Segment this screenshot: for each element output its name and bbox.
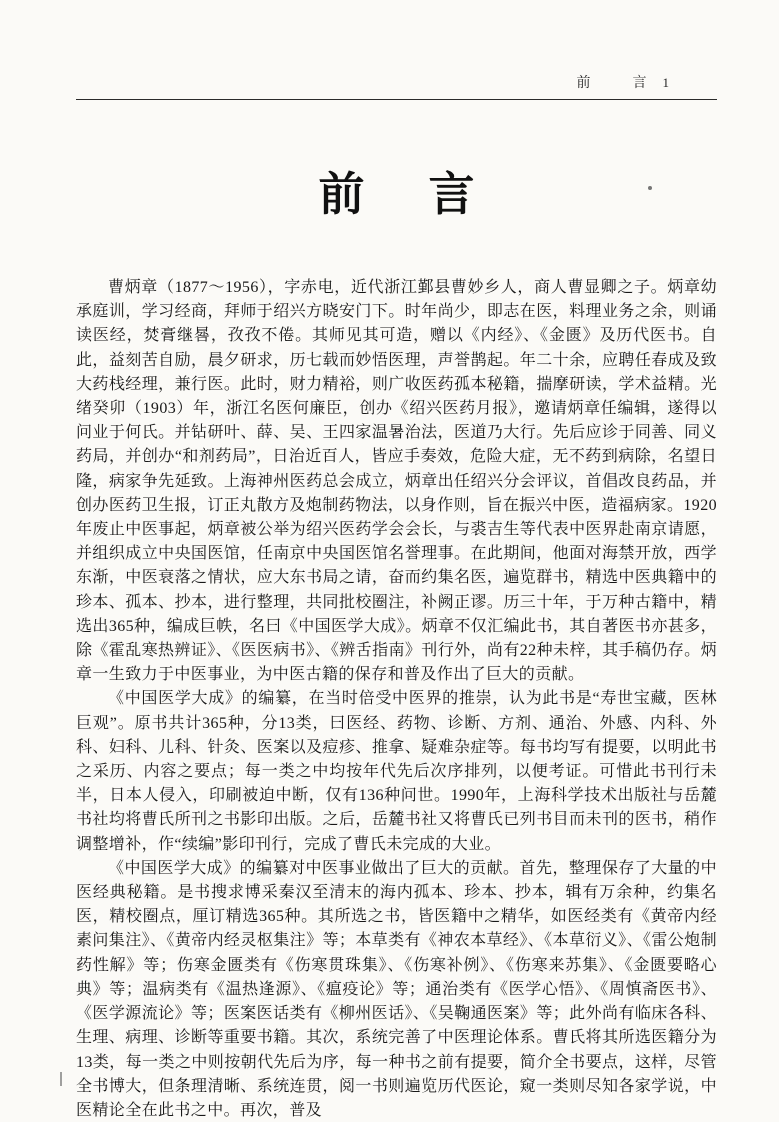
scan-artifact-tick [60,1072,62,1086]
page-number: 1 [662,75,669,90]
paragraph-biography: 曹炳章（1877～1956），字赤电，近代浙江鄞县曹妙乡人，商人曹显卿之子。炳章幼承庭训，学习经商，拜师于绍兴方晓安门下。时年尚少，即志在医，料理业务之余，则诵读医经，焚膏继晷，孜孜不倦。其师见其可造，赠以《内经》、《金匮》及历代医书。自此，益刻苦自励，晨夕研求，历七载而妙悟医理，声誉鹊起。年二十余，应聘任春成及致大药栈经理，兼行医。此时，财力精裕，则广收医药孤本秘籍，揣摩研读，学术益精。光绪癸卯（1903）年，浙江名医何廉臣，创办《绍兴医药月报》，邀请炳章任编辑，遂得以问业于何氏。并钻研叶、薛、吴、王四家温暑治法，医道乃大行。先后应诊于同善、同义药局，并创办“和剂药局”，日治近百人，皆应手奏效，危险大症，无不药到病除，名望日隆，病家争先延致。上海神州医药总会成立，炳章出任绍兴分会评议，首倡改良药品，并创办医药卫生报，订正丸散方及炮制药物法，以身作则，旨在振兴中医，造福病家。1920年废止中医事起，炳章被公举为绍兴医药学会会长，与裘吉生等代表中医界赴南京请愿，并组织成立中央国医馆，任南京中央国医馆名誉理事。在此期间，他面对海禁开放，西学东渐，中医衰落之情状，应大东书局之请，奋而约集名医，遍览群书，精选中医典籍中的珍本、孤本、抄本，进行整理，共同批校圈注，补阙正谬。历三十年，于万种古籍中，精选出365种，编成巨帙，名曰《中国医学大成》。炳章不仅汇编此书，其自著医书亦甚多，除《霍乱寒热辨证》、《医医病书》、《辨舌指南》刊行外，尚有22种未梓，其手稿仍存。炳章一生致力于中医事业，为中医古籍的保存和普及作出了巨大的贡献。 [76,279,717,684]
document-title: 前言 [318,169,539,220]
paragraph-contribution: 《中国医学大成》的编纂对中医事业做出了巨大的贡献。首先，整理保存了大量的中医经典秘籍。是书搜求博采秦汉至清末的海内孤本、珍本、抄本，辑有万余种，约集名医，精校圈点，厘订精选365种。其所选之书，皆医籍中之精华，如医经类有《黄帝内经素问集注》、《黄帝内经灵枢集注》等；本草类有《神农本草经》、《本草衍义》、《雷公炮制药性解》等；伤寒金匮类有《伤寒贯珠集》、《伤寒补例》、《伤寒来苏集》、《金匮要略心典》等；温病类有《温热逢源》、《瘟疫论》等；通治类有《医学心悟》、《周慎斋医书》、《医学源流论》等；医案医话类有《柳州医话》、《吴鞠通医案》等；此外尚有临床各科、生理、病理、诊断等重要书籍。其次，系统完善了中医理论体系。曹氏将其所选医籍分为13类，每一类之中则按朝代先后为序，每一种书之前有提要，简介全书要点，这样，尽管全书博大，但条理清晰、系统连贯，阅一书则遍览历代医论，窥一类则尽知各家学说，中医精论全在此书之中。再次，普及 [76,859,717,1119]
paragraph-compilation: 《中国医学大成》的编纂，在当时倍受中医界的推崇，认为此书是“寿世宝藏，医林巨观”。原书共计365种，分13类，曰医经、药物、诊断、方剂、通治、外感、内科、外科、妇科、儿科、针灸、医案以及痘疹、推拿、疑难杂症等。每书均写有提要，以明此书之采历、内容之要点；每一类之中均按年代先后次序排列，以便考证。可惜此书刊行未半，日本人侵入，印刷被迫中断，仅有136种问世。1990年，上海科学技术出版社与岳麓书社均将曹氏所刊之书影印出版。之后，岳麓书社又将曹氏已列书目而未刊的医书，稍作调整增补，作“续编”影印刊行，完成了曹氏未完成的大业。 [76,690,717,853]
text-block [76,72,717,1122]
header-rule [76,99,717,100]
page-header [76,72,717,92]
scan-artifact-dot [648,186,652,190]
running-title: 前 言 [576,76,661,91]
body-text [76,276,717,1122]
